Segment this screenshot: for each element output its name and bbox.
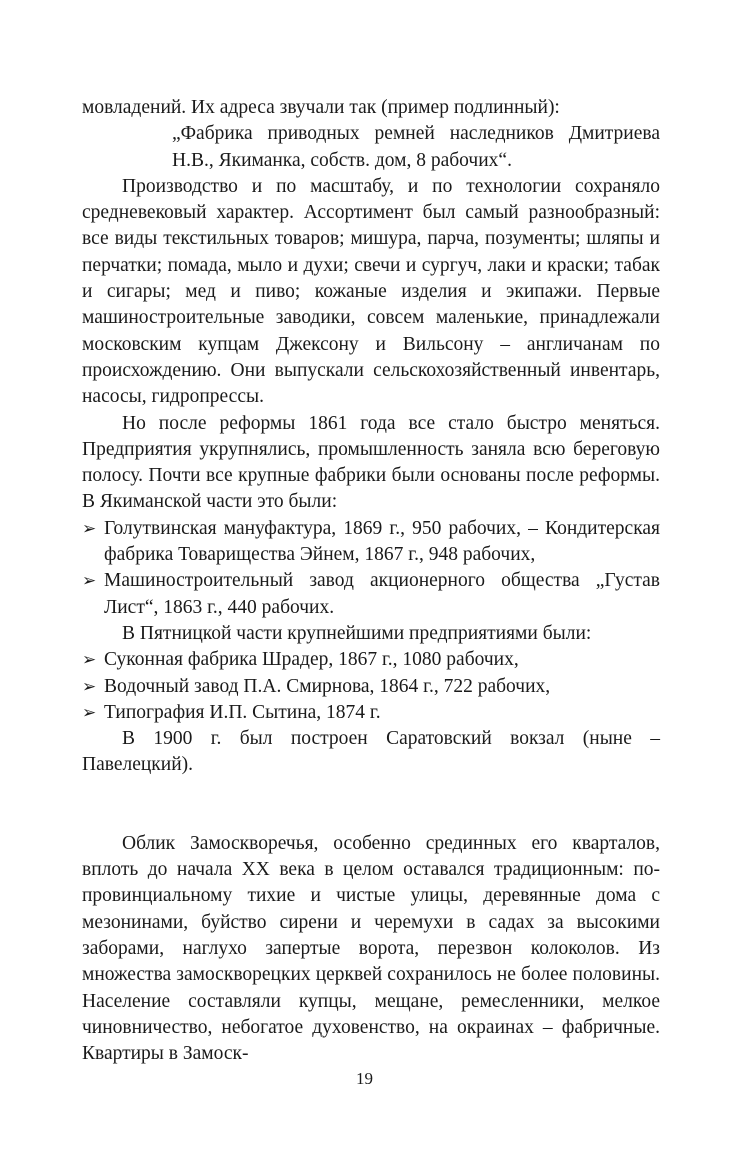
paragraph-station: В 1900 г. был построен Саратовский вокзал (ныне – Павелецкий). <box>82 728 660 776</box>
paragraph-production: Производство и по масштабу, и по технологии сохраняло средневековый характер. Ассортимент был самый разнообразный: все виды текстильных товаров; мишура, парча, позументы; шляпы и перчатки; помада, мыло и духи; свечи и сургуч, лаки и краски; табак и сигары; мед и пиво; кожаные изделия и экипажи. Первые машиностроительные заводики, совсем маленькие, принадлежали московским купцам Джексону и Вильсону – англичанам по происхождению. Они выпускали сельскохозяйственный инвентарь, насосы, гидропрессы. <box>82 175 660 408</box>
list-item-text: Машиностроительный завод акционерного общества „Густав Лист“, 1863 г., 440 рабочих. <box>104 570 660 618</box>
paragraph-reform: Но после реформы 1861 года все стало быстро меняться. Предприятия укрупнялись, промышленность заняла всю береговую полосу. Почти все крупные фабрики были основаны после реформы. В Якиманской части это были: <box>82 412 660 513</box>
list-item-text: Водочный завод П.А. Смирнова, 1864 г., 722 рабочих, <box>104 675 551 697</box>
page-body <box>82 95 660 1067</box>
section-spacer <box>82 779 660 831</box>
paragraph-continuation: мовладений. Их адреса звучали так (пример подлинный): <box>82 97 560 118</box>
list-item-text: Типография И.П. Сытина, 1874 г. <box>104 701 381 723</box>
bullet-arrow-icon: ➢ <box>82 571 97 591</box>
list-item <box>82 700 660 726</box>
bullet-arrow-icon: ➢ <box>82 702 97 722</box>
bullet-arrow-icon: ➢ <box>82 676 97 696</box>
paragraph-zamoskvorechye: Облик Замоскворечья, особенно срединных его кварталов, вплоть до начала XX века в целом оставался традиционным: по-провинциальному тихие и чистые улицы, деревянные дома с мезонинами, буйство сирени и черемухи в садах за высокими заборами, наглухо запертые ворота, перезвон колоколов. Из множества замоскворецких церквей сохранилось не более половины. Население составляли купцы, мещане, ремесленники, мелкое чиновничество, небогатое духовенство, на окраинах – фабричные. Квартиры в Замоск- <box>82 832 660 1065</box>
quote-example: „Фабрика приводных ремней наследников Дмитриева Н.В., Якиманка, собств. дом, 8 рабочих“. <box>172 123 660 171</box>
list-item <box>82 647 660 673</box>
page-number: 19 <box>356 1069 373 1088</box>
bullet-arrow-icon: ➢ <box>82 518 97 538</box>
list-item-text: Голутвинская мануфактура, 1869 г., 950 рабочих, – Кондитерская фабрика Товарищества Эйнем, 1867 г., 948 рабочих, <box>104 517 660 566</box>
list-item <box>82 674 660 700</box>
list-item <box>82 516 660 569</box>
bullet-arrow-icon: ➢ <box>82 650 97 670</box>
list-item <box>82 568 660 621</box>
list-item-text: Суконная фабрика Шрадер, 1867 г., 1080 рабочих, <box>104 649 519 671</box>
paragraph-pyatnitskaya: В Пятницкой части крупнейшими предприятиями были: <box>122 622 592 644</box>
